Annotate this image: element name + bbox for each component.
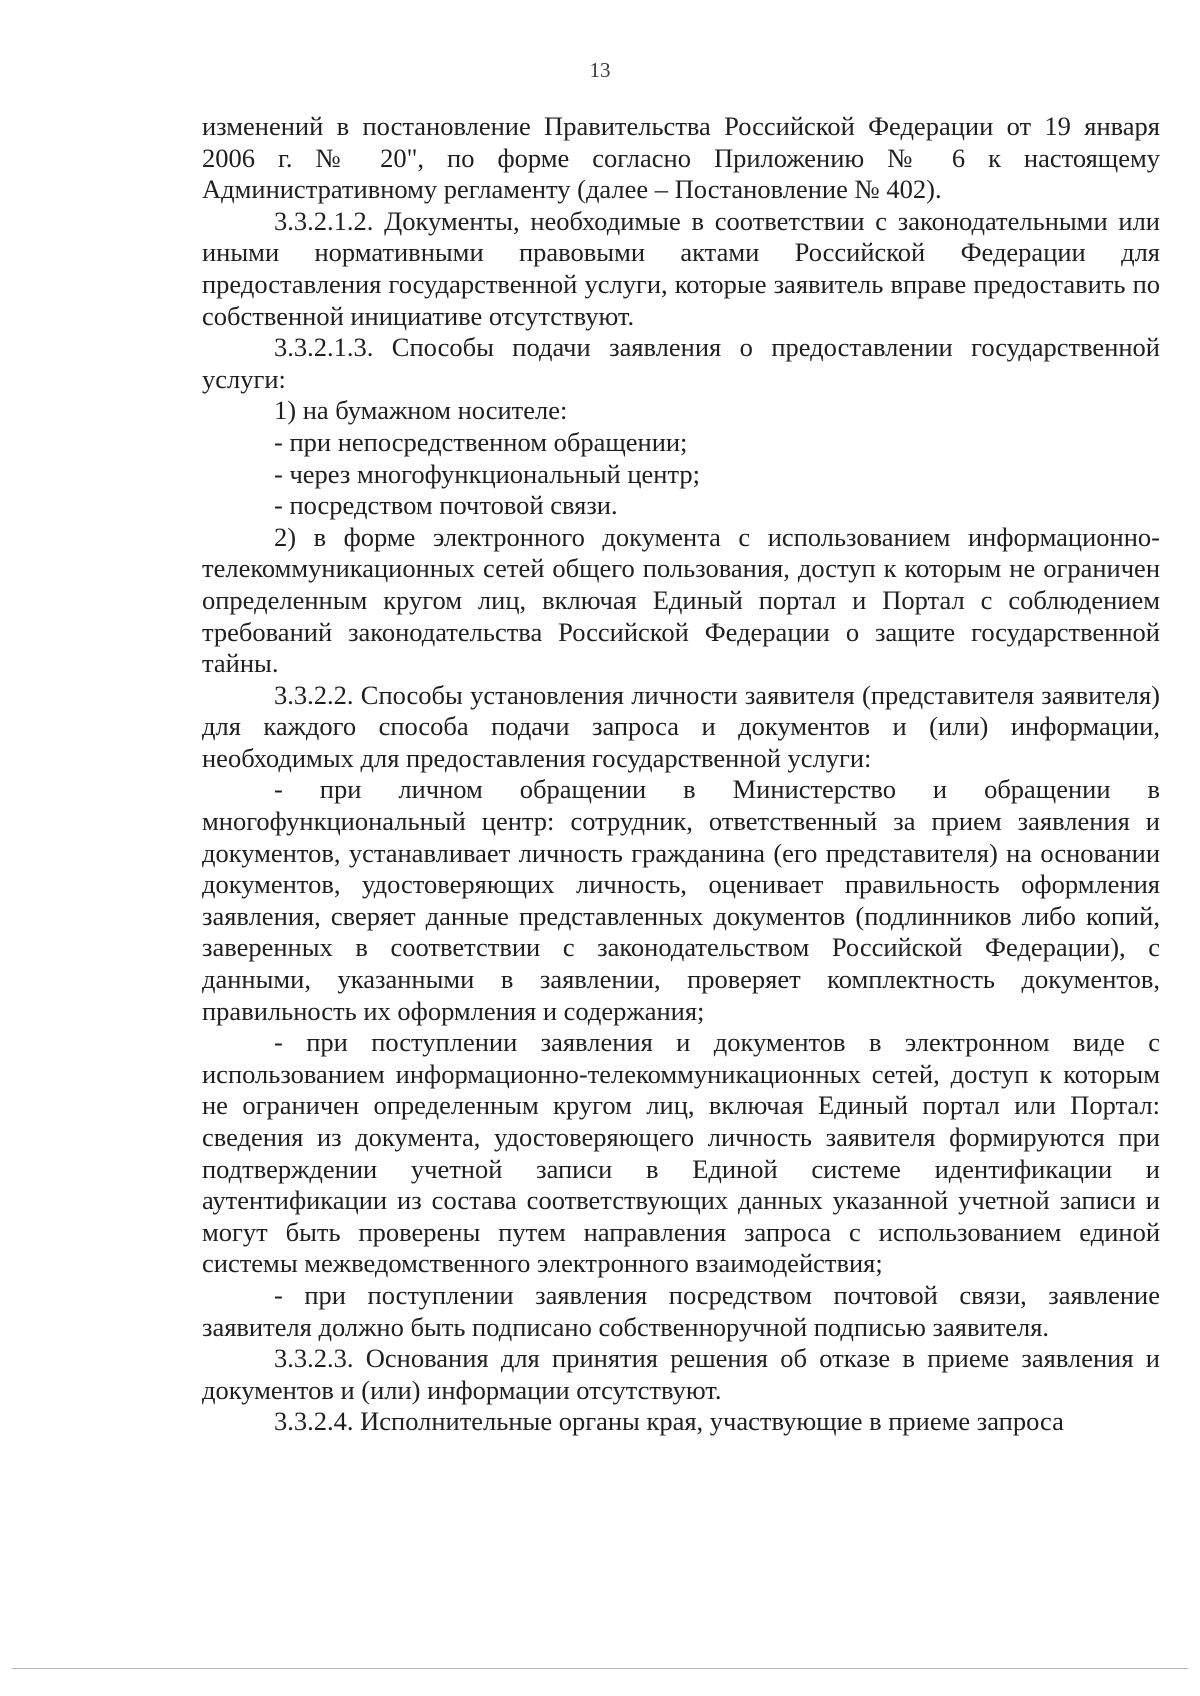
paragraph: 3.3.2.1.2. Документы, необходимые в соответствии с законодательными или иными нормативными правовыми актами Российской Федерации для предоставления государственной услуги, которые заявитель вправе предоставить по собственной инициативе отсутствуют. xyxy=(202,205,1160,331)
page-bottom-divider xyxy=(12,1668,1188,1669)
paragraph: 3.3.2.3. Основания для принятия решения об отказе в приеме заявления и документов и (или) информации отсутствуют. xyxy=(202,1343,1160,1405)
paragraph: изменений в постановление Правительства Российской Федерации от 19 января 2006 г. № 20", по форме согласно Приложению № 6 к настоящему Административному регламенту (далее – Постановление № 402). xyxy=(202,111,1160,205)
paragraph: - при поступлении заявления посредством почтовой связи, заявление заявителя должно быть подписано собственноручной подписью заявителя. xyxy=(202,1279,1160,1342)
paragraph: 1) на бумажном носителе: xyxy=(274,395,568,426)
document-body xyxy=(202,111,1160,1438)
paragraph: - через многофункциональный центр; xyxy=(274,458,700,489)
paragraph: 2) в форме электронного документа с использованием информационно-телекоммуникационных сетей общего пользования, доступ к которым не ограничен определенным кругом лиц, включая Единый портал и Портал с соблюдением требований законодательства Российской Федерации о защите государственной тайны. xyxy=(202,521,1160,679)
paragraph: - при личном обращении в Министерство и обращении в многофункциональный центр: сотрудник, ответственный за прием заявления и документов, устанавливает личность гражданина (его представителя) на основании документов, удостоверяющих личность, оценивает правильность оформления заявления, сверяет данные представленных документов (подлинников либо копий, заверенных в соответствии с законодательством Российской Федерации), с данными, указанными в заявлении, проверяет комплектность документов, правильность их оформления и содержания; xyxy=(202,774,1160,1026)
paragraph: 3.3.2.4. Исполнительные органы края, участвующие в приеме запроса xyxy=(274,1406,1064,1437)
paragraph: 3.3.2.1.3. Способы подачи заявления о предоставлении государственной услуги: xyxy=(202,332,1160,394)
paragraph: - при непосредственном обращении; xyxy=(274,426,688,457)
paragraph: - посредством почтовой связи. xyxy=(274,490,618,521)
paragraph: - при поступлении заявления и документов в электронном виде с использованием информационно-телекоммуникационных сетей, доступ к которым не ограничен определенным кругом лиц, включая Единый портал или Портал: сведения из документа, удостоверяющего личность заявителя формируются при подтверждении учетной записи в Единой системе идентификации и аутентификации из состава соответствующих данных указанной учетной записи и могут быть проверены путем направления запроса с использованием единой системы межведомственного электронного взаимодействия; xyxy=(202,1027,1160,1279)
paragraph: 3.3.2.2. Способы установления личности заявителя (представителя заявителя) для каждого способа подачи запроса и документов и (или) информации, необходимых для предоставления государственной услуги: xyxy=(202,679,1160,773)
page-number: 13 xyxy=(589,58,611,82)
